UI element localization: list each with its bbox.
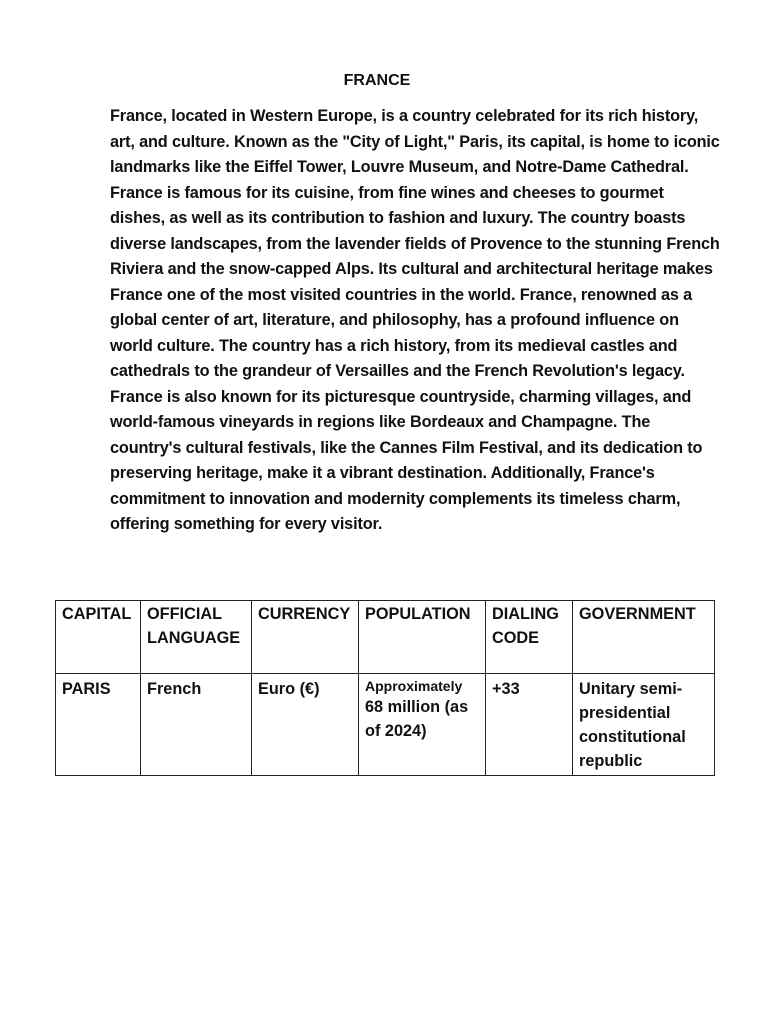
document-title: FRANCE [343,72,411,89]
table-header-row [56,601,715,674]
header-dialing-code: DIALING CODE [486,601,573,674]
header-government: GOVERNMENT [573,601,715,674]
population-value: 68 million (as of 2024) [365,698,469,740]
cell-government: Unitary semi-presidential constitutional republic [573,674,715,776]
cell-capital: PARIS [56,674,141,776]
cell-dialing-code: +33 [486,674,573,776]
table-row [56,674,715,776]
cell-population [359,674,486,776]
document-paragraph: France, located in Western Europe, is a country celebrated for its rich history, art, and culture. Known as the "City of Light," Paris, its capital, is home to iconic landmarks like the Eiffel Tower, Louvre Museum, and Notre-Dame Cathedral. France is famous for its cuisine, from fine wines and cheeses to gourmet dishes, as well as its contribution to fashion and luxury. The country boasts diverse landscapes, from the lavender fields of Provence to the stunning French Riviera and the snow-capped Alps. Its cultural and architectural heritage makes France one of the most visited countries in the world. France, renowned as a global center of art, literature, and philosophy, has a profound influence on world culture. The country has a rich history, from its medieval castles and cathedrals to the grandeur of Versailles and the French Revolution's legacy. France is also known for its picturesque countryside, charming villages, and world-famous vineyards in regions like Bordeaux and Champagne. The country's cultural festivals, like the Cannes Film Festival, and its dedication to preserving heritage, make it a vibrant destination. Additionally, France's commitment to innovation and modernity complements its timeless charm, offering something for every visitor. [110,107,720,533]
header-capital: CAPITAL [56,601,141,674]
population-prefix: Approximately [365,678,463,694]
cell-currency: Euro (€) [252,674,359,776]
header-official-language: OFFICIAL LANGUAGE [141,601,252,674]
country-info-table [55,600,715,776]
cell-official-language: French [141,674,252,776]
header-currency: CURRENCY [252,601,359,674]
header-population: POPULATION [359,601,486,674]
